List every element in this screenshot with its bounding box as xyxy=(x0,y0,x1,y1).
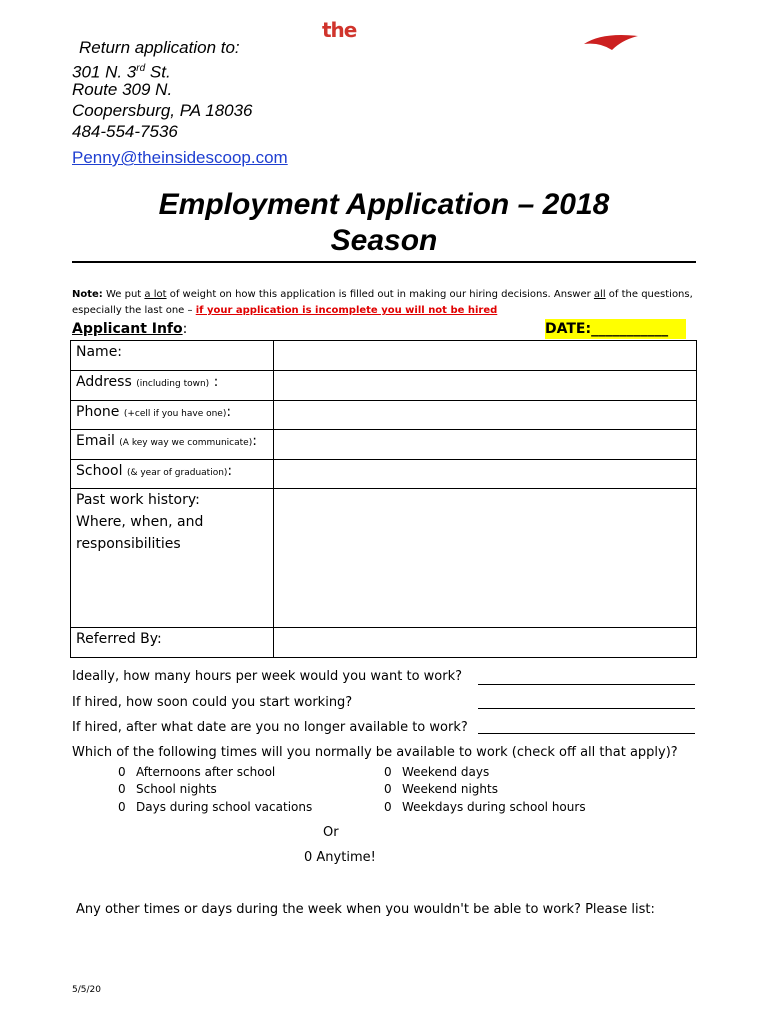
availability-question: Which of the following times will you normally be available to work (check off all that apply)? xyxy=(72,745,678,760)
logo-background xyxy=(290,14,480,36)
return-route: Route 309 N. xyxy=(72,80,173,99)
table-row xyxy=(71,401,697,430)
option-weekdays-school-hours[interactable]: 0 Weekdays during school hours xyxy=(384,800,586,814)
work-history-input[interactable] xyxy=(274,489,697,628)
other-times-question: Any other times or days during the week when you wouldn't be able to work? Please list: xyxy=(76,902,655,917)
logo-text: the xyxy=(322,18,357,42)
or-label: Or xyxy=(323,825,339,840)
date-field[interactable]: DATE:___________ xyxy=(545,319,686,339)
address-label: Address (including town) : xyxy=(71,371,274,401)
referred-by-label: Referred By: xyxy=(71,628,274,658)
title-divider xyxy=(72,261,696,263)
email-label: Email (A key way we communicate): xyxy=(71,430,274,460)
start-question: If hired, how soon could you start working? xyxy=(72,695,353,710)
name-input[interactable] xyxy=(274,341,697,371)
option-anytime[interactable]: 0 Anytime! xyxy=(304,850,376,865)
phone-label: Phone (+cell if you have one): xyxy=(71,401,274,430)
option-school-nights[interactable]: 0 School nights xyxy=(118,782,217,796)
name-label: Name: xyxy=(71,341,274,371)
applicant-info-heading: Applicant Info: xyxy=(72,321,188,337)
end-date-answer-line[interactable] xyxy=(478,733,695,734)
email-input[interactable] xyxy=(274,430,697,460)
footer-date: 5/5/20 xyxy=(72,985,101,995)
return-city: Coopersburg, PA 18036 xyxy=(72,101,253,120)
return-heading: Return application to: xyxy=(79,38,240,57)
note-label: Note: xyxy=(72,289,103,300)
option-weekend-days[interactable]: 0 Weekend days xyxy=(384,765,490,779)
table-row xyxy=(71,628,697,658)
title-line-1: Employment Application – 2018 xyxy=(158,188,610,221)
page-title xyxy=(0,187,768,259)
work-history-label: Past work history: Where, when, and responsibilities xyxy=(71,489,274,628)
referred-by-input[interactable] xyxy=(274,628,697,658)
applicant-info-table xyxy=(70,340,697,658)
title-line-2: Season xyxy=(330,224,438,257)
option-weekend-nights[interactable]: 0 Weekend nights xyxy=(384,782,498,796)
table-row xyxy=(71,460,697,489)
incomplete-warning: if your application is incomplete you will not be hired xyxy=(195,305,498,316)
option-school-vacations[interactable]: 0 Days during school vacations xyxy=(118,800,313,814)
hours-answer-line[interactable] xyxy=(478,684,695,685)
start-answer-line[interactable] xyxy=(478,708,695,709)
instructions-note: Note: We put a lot of weight on how this application is filled out in making our hiring decisions. Answer all of the questions, especially the last one – if your application is incomplete you will not be hired xyxy=(72,289,693,316)
address-input[interactable] xyxy=(274,371,697,401)
phone-input[interactable] xyxy=(274,401,697,430)
logo-swoosh-icon xyxy=(582,30,642,52)
end-date-question: If hired, after what date are you no longer available to work? xyxy=(72,720,468,735)
table-row xyxy=(71,489,697,628)
table-row xyxy=(71,371,697,401)
email-link[interactable]: Penny@theinsidescoop.com xyxy=(72,148,288,167)
school-label: School (& year of graduation): xyxy=(71,460,274,489)
option-afternoons[interactable]: 0 Afternoons after school xyxy=(118,765,276,779)
table-row xyxy=(71,430,697,460)
return-phone: 484-554-7536 xyxy=(72,122,178,141)
school-input[interactable] xyxy=(274,460,697,489)
table-row xyxy=(71,341,697,371)
return-street: 301 N. 3rd St. xyxy=(72,62,171,82)
hours-question: Ideally, how many hours per week would you want to work? xyxy=(72,669,463,684)
